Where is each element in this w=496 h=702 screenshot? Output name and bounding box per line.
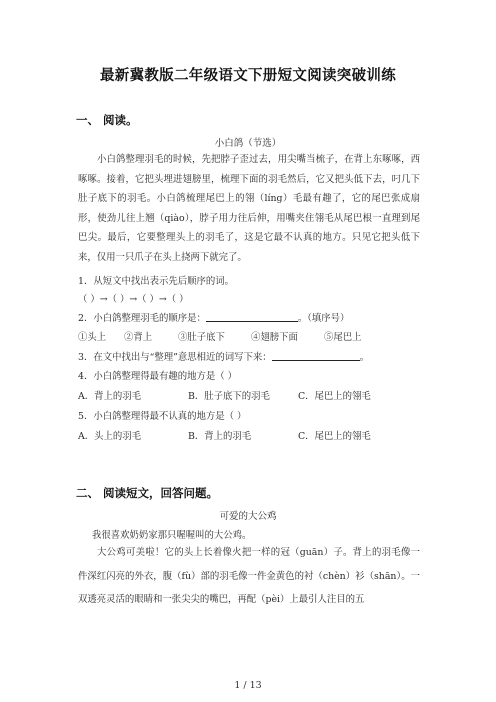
- question-4: 4．小白鸽整理得最有趣的地方是（ ）: [78, 371, 237, 382]
- question-2: [78, 310, 349, 324]
- question-2-suffix: 。（填序号）: [297, 313, 350, 324]
- section2-heading: 二、 阅读短文，回答问题。: [76, 486, 219, 500]
- question-3-text: 3．在文中找出与“整理”意思相近的词写下来：: [78, 352, 272, 363]
- question-2-text: 2．小白鸽整理羽毛的顺序是：: [78, 313, 206, 324]
- section2-passage: 大公鸡可美啦！它的头上长着像火把一样的冠（guān）子。背上的羽毛像一件深红闪亮的外衣，腹（fù）部的羽毛像一件金黄色的衬（chèn）衫（shān）。一双透亮灵活的眼睛和一张尖尖的嘴巴，再配（pèi）上最引人注目的五: [78, 547, 420, 605]
- section1-passage-title: 小白鸽（节选）: [214, 138, 282, 149]
- question-4-options: [78, 388, 371, 402]
- option: A．背上的羽毛: [78, 391, 142, 402]
- section2-passage-title: 可爱的大公鸡: [219, 511, 277, 522]
- section2-line1: 我很喜欢奶奶家那只喔喔叫的大公鸡。: [92, 530, 252, 541]
- page-number: 1 / 13: [234, 680, 262, 691]
- option: ①头上: [78, 332, 107, 343]
- answer-blank[interactable]: [272, 350, 360, 361]
- option: ②背上: [124, 332, 153, 343]
- option: B．肚子底下的羽毛: [188, 391, 270, 402]
- option: C．尾巴上的翎毛: [298, 391, 371, 402]
- option: ④翅膀下面: [251, 332, 298, 343]
- answer-blank[interactable]: [206, 311, 298, 322]
- option: C．尾巴上的翎毛: [298, 431, 371, 442]
- option: ⑤尾巴上: [324, 332, 362, 343]
- section1-passage: 小白鸽整理羽毛的时候，先把脖子歪过去，用尖嘴当梳子，在背上东啄啄，西啄啄。接着，它把头埋进翅膀里，梳理下面的羽毛然后，它又把头低下去，叼几下肚子底下的羽毛。小白鸽梳理尾巴上的翎（líng）毛最有趣了，它的尾巴张成扇形，使劲儿往上翘（qiào），脖子用力往后伸，用嘴夹住翎毛从尾巴根一直理到尾巴尖。最后，它要整理头上的羽毛了，这是它最不认真的地方。只见它把头低下来，仅用一只爪子在头上挠两下就完了。: [78, 154, 420, 263]
- question-5-options: [78, 428, 371, 442]
- option: A．头上的羽毛: [78, 431, 142, 442]
- document-title: 最新冀教版二年级语文下册短文阅读突破训练: [100, 68, 396, 84]
- question-1-arrows: （ ）→（ ）→（ ）→（ ）: [78, 294, 189, 305]
- question-2-options: [78, 329, 362, 343]
- question-3-suffix: 。: [359, 352, 370, 363]
- question-5: 5．小白鸽整理得最不认真的地方是（ ）: [78, 411, 247, 422]
- section1-heading: 一、 阅读。: [76, 113, 138, 127]
- option: B．背上的羽毛: [188, 431, 252, 442]
- option: ③肚子底下: [178, 332, 225, 343]
- question-1: 1．从短文中找出表示先后顺序的词。: [78, 276, 234, 287]
- question-3: [78, 349, 369, 363]
